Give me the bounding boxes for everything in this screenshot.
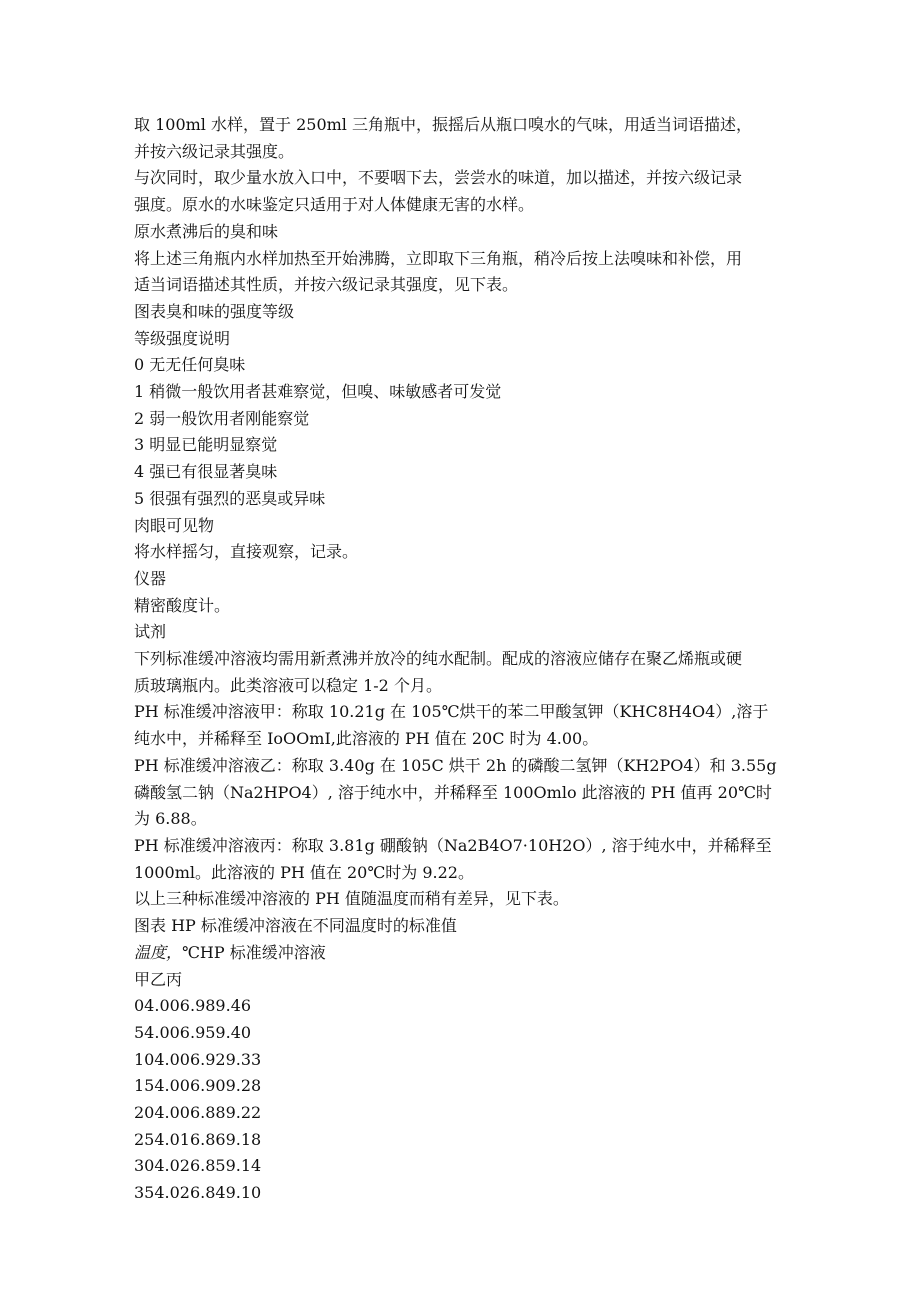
table-row: 2 弱一般饮用者刚能察觉 (134, 408, 310, 428)
table-row: 3 明显已能明显察觉 (134, 435, 278, 455)
text-line: 为 6.88。 (134, 809, 207, 829)
table-header-italic: 温度， (134, 942, 183, 962)
text-line: 将上述三角瓶内水样加热至开始沸腾，立即取下三角瓶，稍冷后按上法嗅味和补偿，用 (134, 248, 743, 268)
text-line: 纯水中，并稀释至 IoOOmI,此溶液的 PH 值在 20C 时为 4.00。 (134, 729, 599, 749)
table-row: 254.016.869.18 (134, 1129, 262, 1149)
text-line: 质玻璃瓶内。此类溶液可以稳定 1-2 个月。 (134, 675, 442, 695)
document-page (134, 112, 794, 1207)
table-header (134, 940, 794, 967)
text-line: 并按六级记录其强度。 (134, 141, 295, 161)
section-heading: 原水煮沸后的臭和味 (134, 221, 279, 241)
table-row: 154.006.909.28 (134, 1076, 262, 1096)
text-line: 精密酸度计。 (134, 595, 231, 615)
text-line: PH 标准缓冲溶液丙：称取 3.81g 硼酸钠（Na2B4O7·10H2O）, 溶于纯水中，并稀释至 (134, 835, 772, 855)
table-row: 0 无无任何臭味 (134, 355, 246, 375)
table-header-rest: ℃HP 标准缓冲溶液 (182, 942, 326, 962)
table-row: 5 很强有强烈的恶臭或异味 (134, 488, 326, 508)
table-row: 304.026.859.14 (134, 1156, 262, 1176)
section-heading: 肉眼可见物 (134, 515, 215, 535)
table-row: 204.006.889.22 (134, 1103, 262, 1123)
table-caption: 图表臭和味的强度等级 (134, 301, 295, 321)
text-line: 将水样摇匀，直接观察，记录。 (134, 542, 359, 562)
table-row: 4 强已有很显著臭味 (134, 462, 278, 482)
text-line: 强度。原水的水味鉴定只适用于对人体健康无害的水样。 (134, 195, 535, 215)
text-line: 1000ml。此溶液的 PH 值在 20℃时为 9.22。 (134, 862, 474, 882)
text-line: 以上三种标准缓冲溶液的 PH 值随温度而稍有差异，见下表。 (134, 889, 569, 909)
table-row: 04.006.989.46 (134, 996, 252, 1016)
table-subheader: 甲乙丙 (134, 969, 183, 989)
text-line: PH 标准缓冲溶液乙：称取 3.40g 在 105C 烘干 2h 的磷酸二氢钾（KH2PO4）和 3.55g (134, 755, 777, 775)
table-row: 104.006.929.33 (134, 1049, 262, 1069)
text-line: 下列标准缓冲溶液均需用新煮沸并放冷的纯水配制。配成的溶液应储存在聚乙烯瓶或硬 (134, 649, 743, 669)
table-caption: 图表 HP 标准缓冲溶液在不同温度时的标准值 (134, 916, 457, 936)
table-row: 54.006.959.40 (134, 1022, 252, 1042)
text-line: 与次同时，取少量水放入口中，不要咽下去，尝尝水的味道，加以描述，并按六级记录 (134, 168, 743, 188)
table-header: 等级强度说明 (134, 328, 231, 348)
section-heading: 试剂 (134, 622, 167, 642)
table-row: 354.026.849.10 (134, 1183, 262, 1203)
text-line: 磷酸氢二钠（Na2HPO4）, 溶于纯水中，并稀释至 100Omlo 此溶液的 PH 值再 20℃时 (134, 782, 772, 802)
text-line: 适当词语描述其性质，并按六级记录其强度，见下表。 (134, 275, 519, 295)
text-line: 取 100ml 水样，置于 250ml 三角瓶中，振摇后从瓶口嗅水的气味，用适当词语描述， (134, 115, 753, 134)
table-row: 1 稍微一般饮用者甚难察觉，但嗅、味敏感者可发觉 (134, 382, 502, 402)
section-heading: 仪器 (134, 568, 167, 588)
text-line: PH 标准缓冲溶液甲：称取 10.21g 在 105℃烘干的苯二甲酸氢钾（KHC8H4O4）,溶于 (134, 702, 769, 722)
